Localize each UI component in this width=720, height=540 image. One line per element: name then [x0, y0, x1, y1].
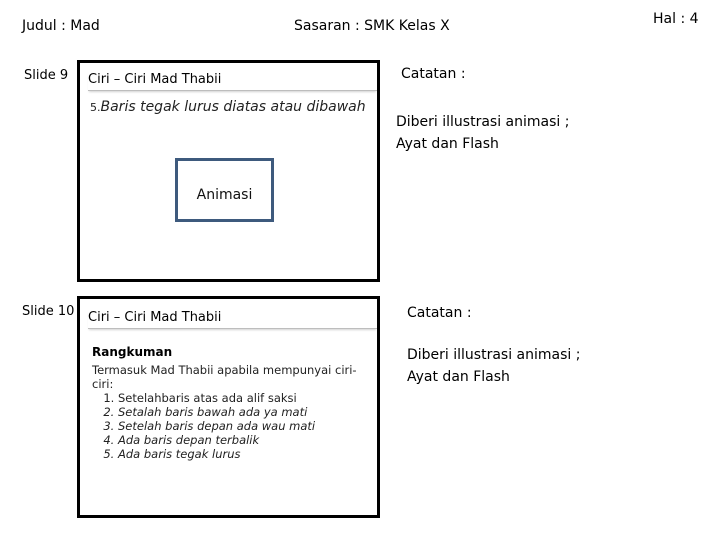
- summary-intro: Termasuk Mad Thabii apabila mempunyai ciri-ciri:: [92, 363, 357, 391]
- summary-item: 3. Setelah baris depan ada wau mati: [118, 419, 362, 433]
- judul-label: Judul : Mad: [22, 18, 100, 34]
- slide-9-point-number: 5.: [90, 101, 101, 114]
- slide-9-title: Ciri – Ciri Mad Thabii: [88, 72, 377, 91]
- slide-9-box: [77, 60, 380, 282]
- slide-9-label: Slide 9: [24, 68, 69, 83]
- slide-10-box: [77, 296, 380, 518]
- summary-item: 5. Ada baris tegak lurus: [118, 447, 362, 461]
- summary-item: 2. Setalah baris bawah ada ya mati: [118, 405, 362, 419]
- summary-list: [92, 391, 362, 461]
- slide-9-notes-text: Diberi illustrasi animasi ; Ayat dan Flash: [396, 114, 570, 152]
- summary-item: 1. Setelahbaris atas ada alif saksi: [118, 391, 362, 405]
- slide-10-notes-text: Diberi illustrasi animasi ; Ayat dan Flash: [407, 347, 581, 385]
- animation-placeholder: [175, 158, 274, 222]
- summary-body: [92, 363, 362, 461]
- slide-10-label: Slide 10: [22, 304, 75, 319]
- slide-9-point-text: Baris tegak lurus diatas atau dibawah: [100, 99, 366, 115]
- summary-item: 4. Ada baris depan terbalik: [118, 433, 362, 447]
- slide-9-notes-heading: Catatan :: [401, 66, 466, 82]
- animation-label: Animasi: [196, 187, 253, 203]
- sasaran-label: Sasaran : SMK Kelas X: [294, 18, 450, 34]
- slide-10-notes-heading: Catatan :: [407, 305, 472, 321]
- slide-10-title: Ciri – Ciri Mad Thabii: [88, 310, 377, 329]
- slide-9-point: [90, 99, 366, 115]
- summary-heading: Rangkuman: [92, 345, 173, 359]
- page-number: Hal : 4: [653, 11, 699, 27]
